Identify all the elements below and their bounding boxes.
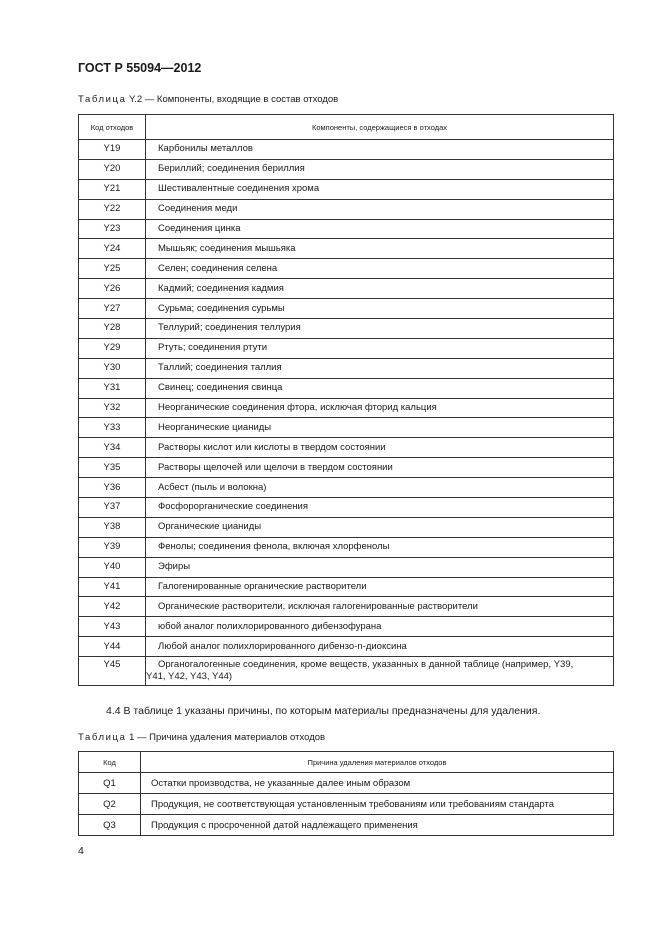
row-code: Y26	[79, 279, 146, 299]
row-text: Свинец; соединения свинца	[146, 378, 614, 398]
table-1-body	[79, 773, 614, 836]
table-row	[79, 418, 614, 438]
table-row	[79, 279, 614, 299]
paragraph-4-4: 4.4 В таблице 1 указаны причины, по которым материалы предназначены для удаления.	[106, 705, 541, 717]
row-code: Y21	[79, 179, 146, 199]
row-code: Y45	[79, 657, 146, 686]
table-1-caption-text: 1 — Причина удаления материалов отходов	[126, 732, 326, 743]
table-row	[79, 577, 614, 597]
row-code: Q2	[79, 794, 141, 815]
row-text: Любой аналог полихлорированного дибензо-n-диоксина	[146, 637, 614, 657]
row-code: Y33	[79, 418, 146, 438]
row-code: Y20	[79, 159, 146, 179]
row-code: Y41	[79, 577, 146, 597]
row-text: Соединения меди	[146, 199, 614, 219]
table-row	[79, 478, 614, 498]
row-text: Мышьяк; соединения мышьяка	[146, 239, 614, 259]
row-code: Y29	[79, 338, 146, 358]
row-text: Бериллий; соединения бериллия	[146, 159, 614, 179]
row-text: юбой аналог полихлорированного дибензофурана	[146, 617, 614, 637]
table-header-row	[79, 115, 614, 140]
table-row	[79, 815, 614, 836]
table-row	[79, 517, 614, 537]
row-code: Y40	[79, 557, 146, 577]
row-code: Y43	[79, 617, 146, 637]
row-text: Таллий; соединения таллия	[146, 358, 614, 378]
row-text: Эфиры	[146, 557, 614, 577]
table-row	[79, 259, 614, 279]
table-row	[79, 773, 614, 794]
row-code: Y42	[79, 597, 146, 617]
row-code: Y39	[79, 537, 146, 557]
row-text: Остатки производства, не указанные далее иным образом	[141, 773, 614, 794]
table-row	[79, 140, 614, 160]
row-code: Y24	[79, 239, 146, 259]
column-header-components: Компоненты, содержащиеся в отходах	[146, 115, 614, 140]
table-row	[79, 597, 614, 617]
row-text: Селен; соединения селена	[146, 259, 614, 279]
table-row	[79, 637, 614, 657]
table-row	[79, 299, 614, 319]
column-header-code: Код	[79, 752, 141, 773]
table-row	[79, 458, 614, 478]
row-text: Соединения цинка	[146, 219, 614, 239]
row-code: Y22	[79, 199, 146, 219]
row-code: Y23	[79, 219, 146, 239]
document-title: ГОСТ Р 55094—2012	[78, 61, 202, 75]
row-text: Галогенированные органические растворители	[146, 577, 614, 597]
row-text: Растворы щелочей или щелочи в твердом состоянии	[146, 458, 614, 478]
row-text: Карбонилы металлов	[146, 140, 614, 160]
row-code: Y44	[79, 637, 146, 657]
row-text: Шестивалентные соединения хрома	[146, 179, 614, 199]
row-text: Теллурий; соединения теллурия	[146, 319, 614, 339]
table-1	[78, 751, 614, 836]
row-code: Y25	[79, 259, 146, 279]
row-code: Y19	[79, 140, 146, 160]
table-row	[79, 398, 614, 418]
row-text: Асбест (пыль и волокна)	[146, 478, 614, 498]
table-row	[79, 199, 614, 219]
table-row	[79, 617, 614, 637]
table-row	[79, 657, 614, 686]
row-code: Y27	[79, 299, 146, 319]
row-text: Неорганические соединения фтора, исключая фторид кальция	[146, 398, 614, 418]
row-code: Y28	[79, 319, 146, 339]
table-y2-caption-text: Y.2 — Компоненты, входящие в состав отходов	[126, 94, 339, 105]
row-text	[146, 657, 614, 686]
row-text: Растворы кислот или кислоты в твердом состоянии	[146, 438, 614, 458]
row-text: Неорганические цианиды	[146, 418, 614, 438]
row-code: Y30	[79, 358, 146, 378]
table-y2-caption	[78, 94, 338, 105]
table-row	[79, 438, 614, 458]
row-text: Органические растворители, исключая галогенированные растворители	[146, 597, 614, 617]
table-row	[79, 537, 614, 557]
table-row	[79, 239, 614, 259]
row-text: Сурьма; соединения сурьмы	[146, 299, 614, 319]
table-1-caption	[78, 732, 325, 743]
row-code: Y37	[79, 498, 146, 518]
row-code: Y34	[79, 438, 146, 458]
row-text-line-2: Y41, Y42, Y43, Y44)	[146, 671, 233, 683]
row-text: Кадмий; соединения кадмия	[146, 279, 614, 299]
table-row	[79, 557, 614, 577]
table-row	[79, 358, 614, 378]
table-y2	[78, 114, 614, 686]
row-text: Фосфорорганические соединения	[146, 498, 614, 518]
table-header-row	[79, 752, 614, 773]
row-code: Y36	[79, 478, 146, 498]
table-row	[79, 498, 614, 518]
table-row	[79, 219, 614, 239]
table-row	[79, 378, 614, 398]
row-text: Ртуть; соединения ртути	[146, 338, 614, 358]
table-row	[79, 338, 614, 358]
table-row	[79, 319, 614, 339]
row-code: Y35	[79, 458, 146, 478]
column-header-code: Код отходов	[79, 115, 146, 140]
table-1-caption-label: Таблица	[78, 732, 127, 743]
column-header-reason: Причина удаления материалов отходов	[141, 752, 614, 773]
row-text: Продукция, не соответствующая установленным требованиям или требованиям стандарта	[141, 794, 614, 815]
table-row	[79, 159, 614, 179]
table-y2-body	[79, 140, 614, 686]
table-y2-caption-label: Таблица	[78, 94, 127, 105]
row-code: Q3	[79, 815, 141, 836]
row-text: Органические цианиды	[146, 517, 614, 537]
row-code: Q1	[79, 773, 141, 794]
page-number: 4	[78, 845, 84, 857]
row-text-line-1: Органогалогенные соединения, кроме веществ, указанных в данной таблице (например, Y39,	[158, 659, 574, 671]
table-row	[79, 794, 614, 815]
row-code: Y32	[79, 398, 146, 418]
row-code: Y31	[79, 378, 146, 398]
row-code: Y38	[79, 517, 146, 537]
table-row	[79, 179, 614, 199]
row-text: Продукция с просроченной датой надлежащего применения	[141, 815, 614, 836]
row-text: Фенолы; соединения фенола, включая хлорфенолы	[146, 537, 614, 557]
